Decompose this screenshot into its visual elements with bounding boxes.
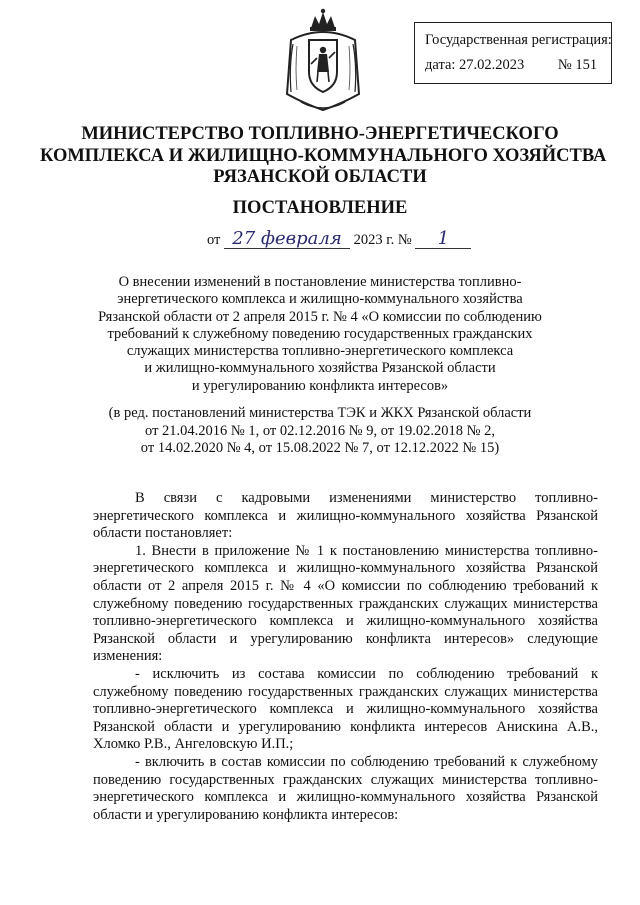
ministry-line: МИНИСТЕРСТВО ТОПЛИВНО-ЭНЕРГЕТИЧЕСКОГО: [81, 124, 559, 144]
date-number-line: [207, 230, 471, 252]
title-line: О внесении изменений в постановление министерства топливно-: [118, 274, 522, 290]
body-paragraph: 1. Внести в приложение № 1 к постановлению министерства топливно-энергетического комплекса и жилищно-коммунального хозяйства Рязанской области от 2 апреля 2015 г. № 4 «О комиссии по соблюдению требований к служебному поведению государственных гражданских служащих министерства топливно-энергетического комплекса и жилищно-коммунального хозяйства Рязанской области и урегулированию конфликта интересов» следующие изменения:: [93, 542, 598, 665]
title-line: служащих министерства топливно-энергетического комплекса: [126, 343, 514, 360]
handwritten-number: 1: [415, 230, 471, 249]
body-paragraph: - исключить из состава комиссии по соблюдению требований к служебному поведению государственных гражданских служащих министерства топливно-энергетического комплекса и жилищно-коммунального хозяйства Рязанской области и урегулированию конфликта интересов Анискина А.В., Хломко Р.В., Ангеловскую И.П.;: [93, 665, 598, 753]
body-paragraph: - включить в состав комиссии по соблюдению требований к служебному поведению государственных гражданских служащих министерства топливно-энергетического комплекса и жилищно-коммунального хозяйства Рязанской области и урегулированию конфликта интересов:: [93, 753, 598, 823]
title-line: требований к служебному поведению государственных гражданских: [107, 325, 533, 342]
registration-date: дата: 27.02.2023: [425, 57, 525, 73]
document-body: [93, 490, 598, 824]
resolution-title: [60, 274, 580, 395]
body-paragraph: В связи с кадровыми изменениями министерство топливно-энергетического комплекса и жилищно-коммунального хозяйства Рязанской области постановляет:: [93, 490, 598, 542]
number-label: №: [397, 232, 412, 248]
date-prefix: от: [207, 232, 221, 248]
registration-details: [425, 57, 597, 74]
title-line: и жилищно-коммунального хозяйства Рязанской области: [144, 360, 496, 377]
amendment-line: (в ред. постановлений министерства ТЭК и ЖКХ Рязанской области: [108, 405, 532, 421]
handwritten-date: 27 февраля: [224, 230, 350, 249]
year: 2023 г.: [353, 232, 395, 248]
amendment-note: [50, 405, 590, 458]
title-line: и урегулированию конфликта интересов»: [191, 377, 449, 394]
registration-number: № 151: [557, 57, 598, 73]
ministry-line: КОМПЛЕКСА И ЖИЛИЩНО-КОММУНАЛЬНОГО ХОЗЯЙСТВА: [40, 145, 607, 166]
amendment-line: от 21.04.2016 № 1, от 02.12.2016 № 9, от 19.02.2018 № 2,: [145, 422, 495, 439]
coat-of-arms-emblem: [281, 6, 365, 114]
registration-stamp: [414, 22, 612, 84]
title-line: энергетического комплекса и жилищно-коммунального хозяйства: [117, 291, 523, 308]
registration-label: Государственная регистрация:: [425, 32, 612, 48]
document-type-title: ПОСТАНОВЛЕНИЕ: [232, 198, 408, 218]
amendment-line: от 14.02.2020 № 4, от 15.08.2022 № 7, от 12.12.2022 № 15): [140, 440, 500, 456]
ministry-line: РЯЗАНСКОЙ ОБЛАСТИ: [213, 167, 427, 187]
ministry-heading: [40, 124, 607, 189]
title-line: Рязанской области от 2 апреля 2015 г. № 4 «О комиссии по соблюдению: [98, 308, 542, 325]
